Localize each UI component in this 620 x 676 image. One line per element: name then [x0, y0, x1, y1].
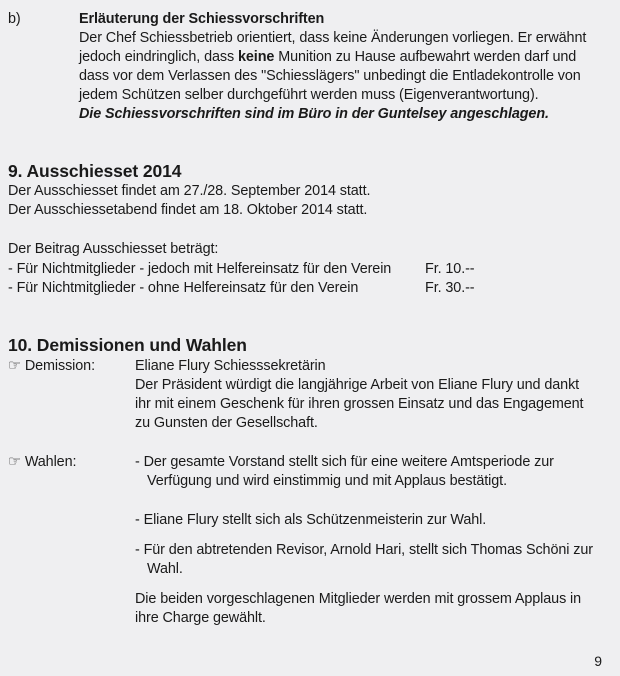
pointing-hand-icon: ☞ — [8, 358, 21, 374]
fee-intro: Der Beitrag Ausschiesset beträgt: — [8, 241, 219, 257]
section-b-heading: Erläuterung der Schiessvorschriften — [79, 11, 325, 27]
list-item-continuation: Verfügung und wird einstimmig und mit Applaus bestätigt. — [147, 473, 507, 489]
page-number: 9 — [594, 653, 602, 669]
fee-label: - Für Nichtmitglieder - jedoch mit Helfereinsatz für den Verein — [8, 261, 392, 277]
section-9-heading: 9. Ausschiesset 2014 — [8, 161, 182, 181]
paragraph-line: Der Chef Schiessbetrieb orientiert, dass keine Änderungen vorliegen. Er erwähnt — [79, 30, 587, 46]
paragraph-line: dass vor dem Verlassen des "Schiesslägers" unbedingt die Entladekontrolle von — [79, 68, 581, 84]
list-item: - Eliane Flury stellt sich als Schützenmeisterin zur Wahl. — [135, 512, 487, 528]
closing-line: Die beiden vorgeschlagenen Mitglieder werden mit grossem Applaus in — [135, 591, 582, 607]
closing-line: ihre Charge gewählt. — [135, 610, 266, 626]
paragraph-line: ihr mit einem Geschenk für ihren grossen Einsatz und das Engagement — [135, 396, 584, 412]
paragraph-line: zu Gunsten der Gesellschaft. — [135, 415, 318, 431]
paragraph-line: Der Ausschiesset findet am 27./28. September 2014 statt. — [8, 183, 371, 199]
paragraph-line: Der Ausschiessetabend findet am 18. Oktober 2014 statt. — [8, 202, 368, 218]
wahlen-label: ☞ Wahlen: — [8, 454, 77, 470]
section-10-heading: 10. Demissionen und Wahlen — [8, 335, 247, 355]
demission-label: ☞ Demission: — [8, 358, 95, 374]
list-item: - Für den abtretenden Revisor, Arnold Hari, stellt sich Thomas Schöni zur — [135, 542, 593, 558]
emphasis-keine: keine — [238, 49, 275, 65]
list-marker-b: b) — [8, 11, 21, 27]
fee-amount: Fr. 10.-- — [425, 261, 475, 277]
paragraph-line: jedoch eindringlich, dass keine Munition zu Hause aufbewahrt werden darf und — [79, 49, 577, 65]
demission-name: Eliane Flury Schiesssekretärin — [135, 358, 326, 374]
list-item: - Der gesamte Vorstand stellt sich für eine weitere Amtsperiode zur — [135, 454, 554, 470]
paragraph-line: jedem Schützen selber durchgeführt werden muss (Eigenverantwortung). — [79, 87, 539, 103]
fee-amount: Fr. 30.-- — [425, 280, 475, 296]
pointing-hand-icon: ☞ — [8, 454, 21, 470]
list-item-continuation: Wahl. — [147, 561, 183, 577]
fee-label: - Für Nichtmitglieder - ohne Helfereinsatz für den Verein — [8, 280, 359, 296]
paragraph-line: Der Präsident würdigt die langjährige Arbeit von Eliane Flury und dankt — [135, 377, 580, 393]
notice-line: Die Schiessvorschriften sind im Büro in der Guntelsey angeschlagen. — [79, 106, 549, 122]
